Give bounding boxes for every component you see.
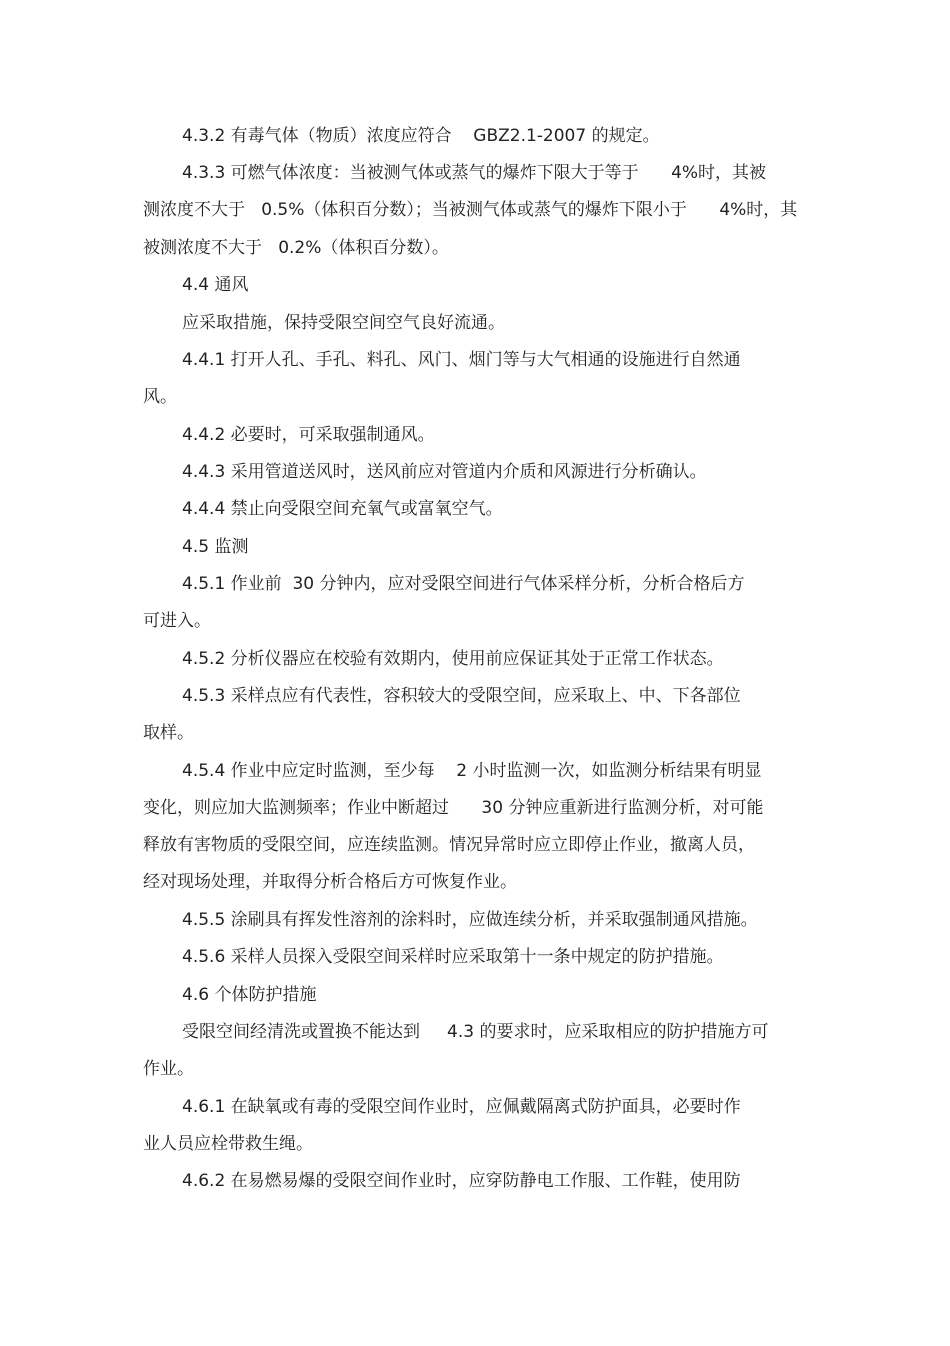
text-line: 变化，则应加大监测频率；作业中断超过 30 分钟应重新进行监测分析，对可能	[143, 798, 764, 818]
text-line: 4.4.1 打开人孔、手孔、料孔、风门、烟门等与大气相通的设施进行自然通	[182, 350, 741, 370]
text-line: 受限空间经清洗或置换不能达到 4.3 的要求时，应采取相应的防护措施方可	[182, 1022, 769, 1042]
text-line: 4.3.3 可燃气体浓度：当被测气体或蒸气的爆炸下限大于等于 4%时，其被	[182, 163, 767, 183]
text-line: 4.6.1 在缺氧或有毒的受限空间作业时，应佩戴隔离式防护面具，必要时作	[182, 1097, 741, 1117]
text-line: 业人员应栓带救生绳。	[143, 1134, 313, 1154]
text-line: 取样。	[143, 723, 194, 743]
text-line: 经对现场处理，并取得分析合格后方可恢复作业。	[143, 872, 517, 892]
text-line: 4.5.3 采样点应有代表性，容积较大的受限空间，应采取上、中、下各部位	[182, 686, 741, 706]
text-line: 可进入。	[143, 611, 211, 631]
section-heading: 4.6 个体防护措施	[182, 985, 317, 1005]
section-heading: 4.5 监测	[182, 537, 249, 557]
text-line: 4.5.1 作业前 30 分钟内，应对受限空间进行气体采样分析，分析合格后方	[182, 574, 745, 594]
text-line: 4.4.4 禁止向受限空间充氧气或富氧空气。	[182, 499, 503, 519]
text-line: 4.5.2 分析仪器应在校验有效期内，使用前应保证其处于正常工作状态。	[182, 649, 724, 669]
text-line: 4.6.2 在易燃易爆的受限空间作业时，应穿防静电工作服、工作鞋，使用防	[182, 1171, 741, 1191]
text-line: 4.3.2 有毒气体（物质）浓度应符合 GBZ2.1-2007 的规定。	[182, 126, 660, 146]
text-line: 应采取措施，保持受限空间空气良好流通。	[182, 313, 505, 333]
text-line: 4.4.2 必要时，可采取强制通风。	[182, 425, 435, 445]
text-line: 4.5.5 涂刷具有挥发性溶剂的涂料时，应做连续分析，并采取强制通风措施。	[182, 910, 758, 930]
text-line: 测浓度不大于 0.5%（体积百分数）；当被测气体或蒸气的爆炸下限小于 4%时，其	[143, 200, 798, 220]
text-line: 作业。	[143, 1059, 194, 1079]
text-line: 4.5.4 作业中应定时监测，至少每 2 小时监测一次，如监测分析结果有明显	[182, 761, 762, 781]
text-line: 4.5.6 采样人员探入受限空间采样时应采取第十一条中规定的防护措施。	[182, 947, 724, 967]
text-line: 风。	[143, 387, 177, 407]
text-line: 4.4.3 采用管道送风时，送风前应对管道内介质和风源进行分析确认。	[182, 462, 707, 482]
text-line: 被测浓度不大于 0.2%（体积百分数）。	[143, 238, 449, 258]
text-line: 释放有害物质的受限空间，应连续监测。情况异常时应立即停止作业，撤离人员，	[143, 835, 755, 855]
section-heading: 4.4 通风	[182, 275, 249, 295]
